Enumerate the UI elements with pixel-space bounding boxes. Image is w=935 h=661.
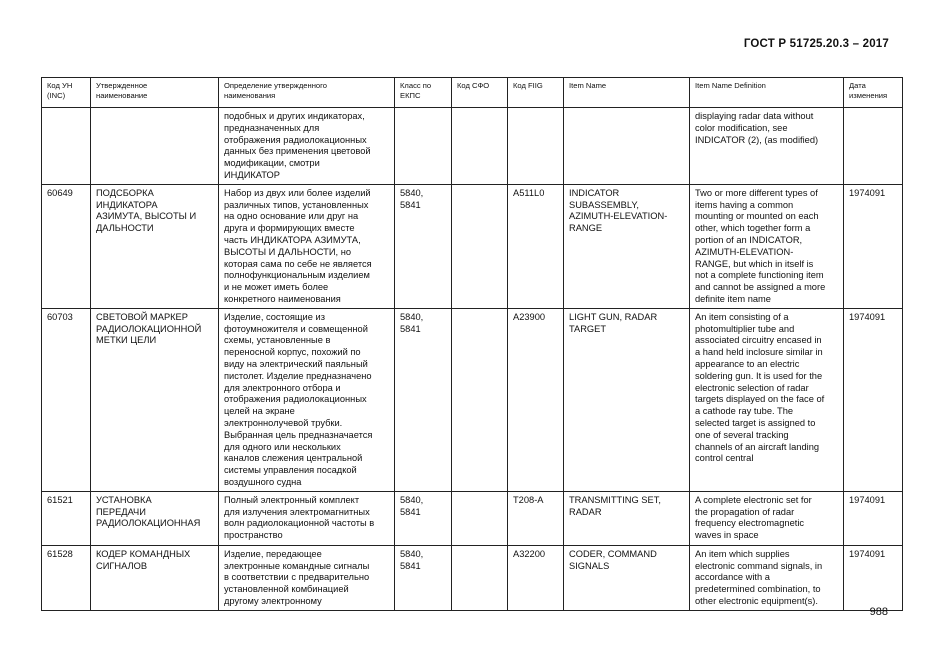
definition-cell: Изделие, передающее электронные командные сигналы в соответствии с предварительно установленной комбинацией другому электронному bbox=[219, 545, 395, 610]
item-name-cell: LIGHT GUN, RADAR TARGET bbox=[564, 308, 690, 491]
item-definition-cell: An item which supplies electronic command signals, in accordance with a predetermined combination, to other electronic equipment(s). bbox=[690, 545, 844, 610]
sfo-cell bbox=[452, 545, 508, 610]
name-cell bbox=[91, 108, 219, 185]
fiig-cell bbox=[508, 108, 564, 185]
page-header: ГОСТ Р 51725.20.3 – 2017 bbox=[743, 38, 889, 50]
item-definition-cell: displaying radar data without color modification, see INDICATOR (2), (as modified) bbox=[690, 108, 844, 185]
fiig-cell: T208-A bbox=[508, 491, 564, 545]
inc-cell: 60703 bbox=[42, 308, 91, 491]
page-number: 988 bbox=[869, 606, 888, 618]
sfo-cell bbox=[452, 108, 508, 185]
class-cell: 5840, 5841 bbox=[395, 184, 452, 308]
column-header-class: Класс по ЕКПС bbox=[395, 78, 452, 108]
date-cell: 1974091 bbox=[844, 184, 903, 308]
name-cell: КОДЕР КОМАНДНЫХ СИГНАЛОВ bbox=[91, 545, 219, 610]
table-row bbox=[42, 108, 903, 185]
inc-cell bbox=[42, 108, 91, 185]
definition-cell: Набор из двух или более изделий различных типов, установленных на одно основание или друг на друга и формирующих вместе часть ИНДИКАТОРА АЗИМУТА, ВЫСОТЫ И ДАЛЬНОСТИ, но которая сама по себе не является полнофункциональным изделием и не может иметь более конкретного наименования bbox=[219, 184, 395, 308]
column-header-sfo-code: Код СФО bbox=[452, 78, 508, 108]
table-row bbox=[42, 491, 903, 545]
class-cell bbox=[395, 108, 452, 185]
class-cell: 5840, 5841 bbox=[395, 308, 452, 491]
column-header-item-name: Item Name bbox=[564, 78, 690, 108]
inc-cell: 61521 bbox=[42, 491, 91, 545]
sfo-cell bbox=[452, 184, 508, 308]
item-name-cell: TRANSMITTING SET, RADAR bbox=[564, 491, 690, 545]
definition-cell: Полный электронный комплект для излучения электромагнитных волн радиолокационной частоты в пространство bbox=[219, 491, 395, 545]
fiig-cell: A32200 bbox=[508, 545, 564, 610]
date-cell: 1974091 bbox=[844, 545, 903, 610]
sfo-cell bbox=[452, 308, 508, 491]
table-header-row bbox=[42, 78, 903, 108]
class-cell: 5840, 5841 bbox=[395, 545, 452, 610]
date-cell: 1974091 bbox=[844, 491, 903, 545]
item-definition-cell: An item consisting of a photomultiplier tube and associated circuitry encased in a hand held inclosure similar in appearance to an electric soldering gun. It is used for the electronic selection of radar targets displayed on the face of a cathode ray tube. The selected target is assigned to one of several tracking channels of an aircraft landing control central bbox=[690, 308, 844, 491]
table-row bbox=[42, 184, 903, 308]
name-cell: СВЕТОВОЙ МАРКЕР РАДИОЛОКАЦИОННОЙ МЕТКИ ЦЕЛИ bbox=[91, 308, 219, 491]
column-header-inc: Код УН (INC) bbox=[42, 78, 91, 108]
column-header-fiig-code: Код FIIG bbox=[508, 78, 564, 108]
fiig-cell: A511L0 bbox=[508, 184, 564, 308]
date-cell bbox=[844, 108, 903, 185]
fiig-cell: A23900 bbox=[508, 308, 564, 491]
definition-cell: подобных и других индикаторах, предназначенных для отображения радиолокационных данных без применения цветовой модификации, смотри ИНДИКАТОР bbox=[219, 108, 395, 185]
sfo-cell bbox=[452, 491, 508, 545]
item-definition-cell: Two or more different types of items having a common mounting or mounted on each other, which together form a portion of an INDICATOR, AZIMUTH-ELEVATION- RANGE, but which in itself is not a complete functioning item and cannot be assigned a more definite item name bbox=[690, 184, 844, 308]
column-header-item-name-definition: Item Name Definition bbox=[690, 78, 844, 108]
classification-table bbox=[41, 77, 903, 611]
class-cell: 5840, 5841 bbox=[395, 491, 452, 545]
inc-cell: 60649 bbox=[42, 184, 91, 308]
column-header-change-date: Дата изменения bbox=[844, 78, 903, 108]
inc-cell: 61528 bbox=[42, 545, 91, 610]
date-cell: 1974091 bbox=[844, 308, 903, 491]
column-header-approved-name: Утвержденное наименование bbox=[91, 78, 219, 108]
name-cell: ПОДСБОРКА ИНДИКАТОРА АЗИМУТА, ВЫСОТЫ И ДАЛЬНОСТИ bbox=[91, 184, 219, 308]
table-row bbox=[42, 308, 903, 491]
item-name-cell: INDICATOR SUBASSEMBLY, AZIMUTH-ELEVATION- RANGE bbox=[564, 184, 690, 308]
definition-cell: Изделие, состоящие из фотоумножителя и совмещенной схемы, установленные в переносной корпус, похожий по виду на электрический паяльный пистолет. Изделие предназначено для электронного отбора и отображения радиолокационных целей на экране электроннолучевой трубки. Выбранная цель предназначается для одного или нескольких каналов слежения центральной системы управления посадкой воздушного судна bbox=[219, 308, 395, 491]
column-header-definition: Определение утвержденного наименования bbox=[219, 78, 395, 108]
item-name-cell: CODER, COMMAND SIGNALS bbox=[564, 545, 690, 610]
item-name-cell bbox=[564, 108, 690, 185]
table-row bbox=[42, 545, 903, 610]
item-definition-cell: A complete electronic set for the propagation of radar frequency electromagnetic waves in space bbox=[690, 491, 844, 545]
name-cell: УСТАНОВКА ПЕРЕДАЧИ РАДИОЛОКАЦИОННАЯ bbox=[91, 491, 219, 545]
